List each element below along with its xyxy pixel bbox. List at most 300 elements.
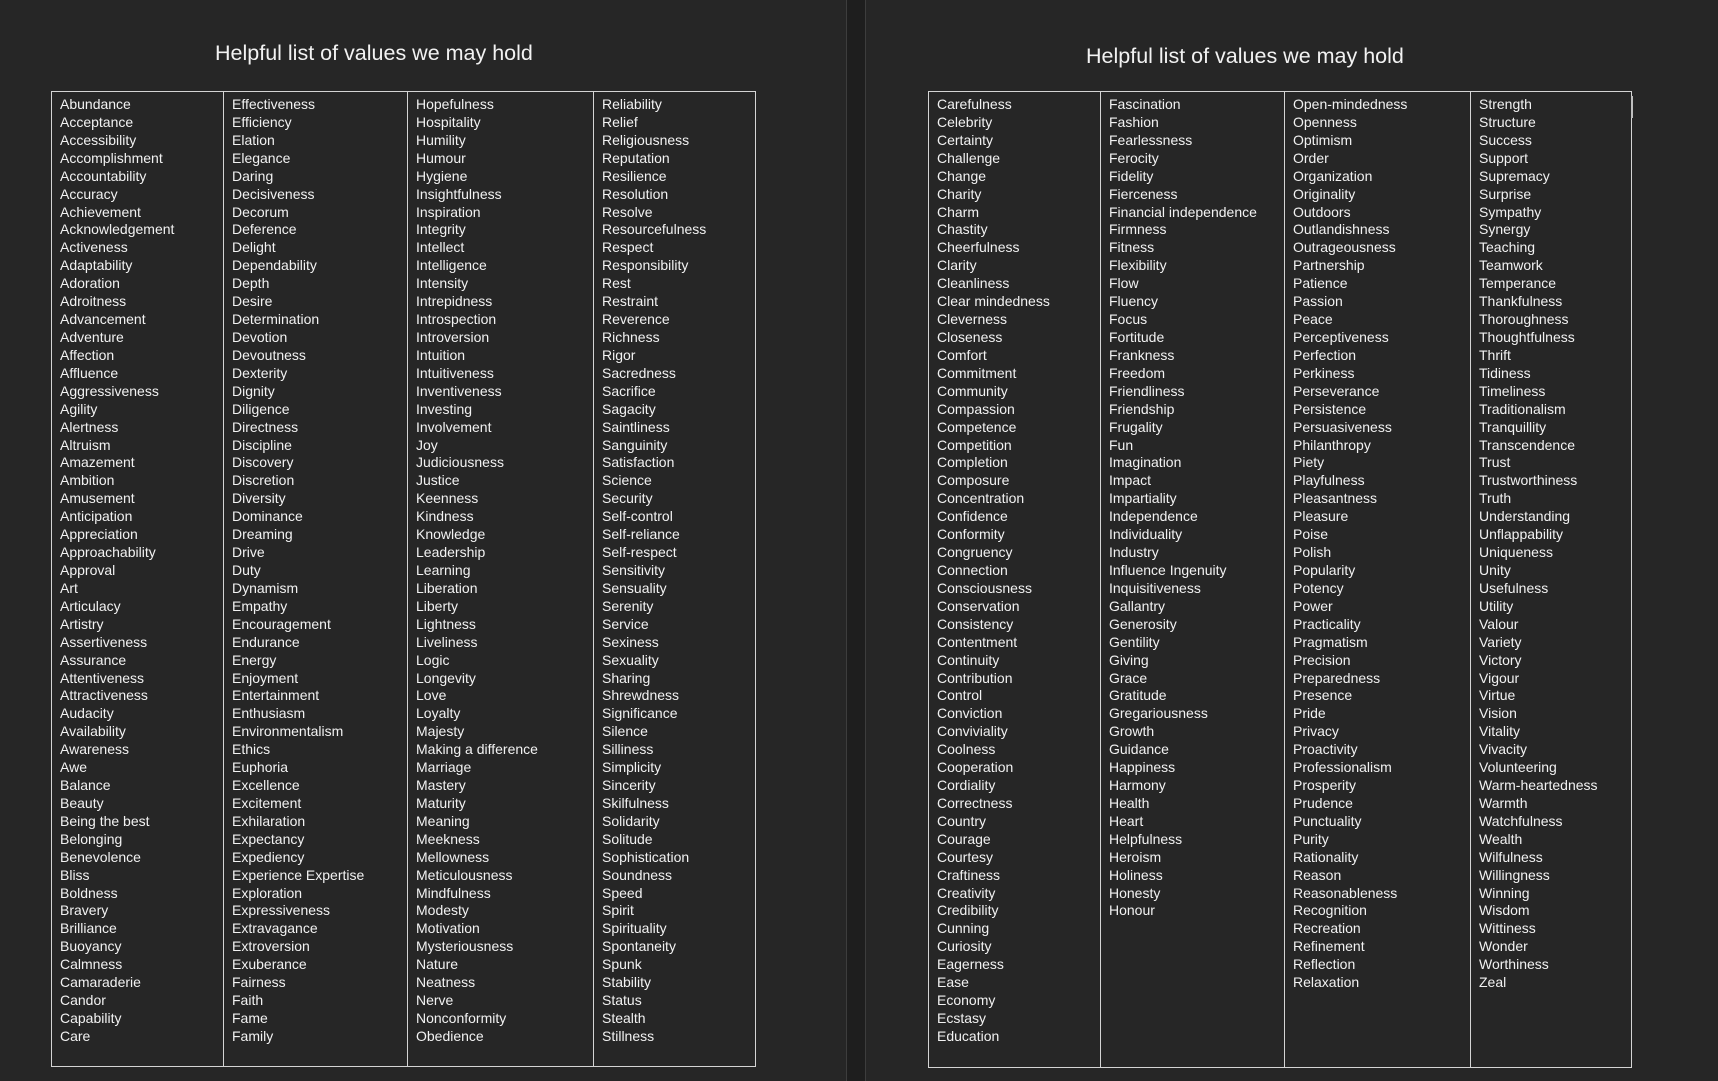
values-column-2 [223, 92, 407, 1066]
value-item: Affluence [60, 364, 119, 381]
value-item: Devoutness [232, 346, 306, 363]
value-item: Reason [1293, 866, 1342, 883]
value-item: Intuitiveness [416, 364, 494, 381]
value-item: Investing [416, 400, 473, 417]
value-item: Structure [1479, 113, 1536, 130]
value-item: Marriage [416, 759, 472, 776]
value-item: Commitment [937, 364, 1017, 381]
value-item: Meticulousness [416, 866, 513, 883]
value-item: Acceptance [60, 113, 134, 130]
value-item: Sexiness [602, 633, 659, 650]
value-item: Confidence [937, 508, 1008, 525]
value-item: Competence [937, 418, 1017, 435]
value-item: Inventiveness [416, 382, 502, 399]
value-item: Serenity [602, 597, 654, 614]
value-item: Elegance [232, 149, 291, 166]
value-item: Proactivity [1293, 741, 1358, 758]
value-item: Liveliness [416, 633, 478, 650]
value-item: Introspection [416, 311, 497, 328]
value-item: Organization [1293, 167, 1373, 184]
value-item: Expediency [232, 848, 305, 865]
value-item: Deference [232, 221, 297, 238]
value-item: Buoyancy [60, 938, 122, 955]
value-item: Impact [1109, 472, 1152, 489]
value-item: Contentment [937, 633, 1018, 650]
value-item: Alertness [60, 418, 119, 435]
value-item: Modesty [416, 902, 469, 919]
value-item: Mindfulness [416, 884, 491, 901]
value-item: Focus [1109, 311, 1148, 328]
value-item: Unflappability [1479, 526, 1564, 543]
value-item: Perkiness [1293, 364, 1355, 381]
value-item: Conformity [937, 526, 1005, 543]
value-item: Assertiveness [60, 633, 148, 650]
value-item: Acknowledgement [60, 221, 175, 238]
value-item: Adroitness [60, 293, 127, 310]
value-item: Success [1479, 131, 1532, 148]
value-item: Watchfulness [1479, 812, 1563, 829]
value-item: Resolution [602, 185, 669, 202]
value-item: Anticipation [60, 508, 133, 525]
value-item: Clarity [937, 257, 977, 274]
value-item: Abundance [60, 96, 131, 112]
value-item: Joy [416, 436, 438, 453]
value-item: Determination [232, 311, 320, 328]
value-item: Spontaneity [602, 938, 676, 955]
value-item: Security [602, 490, 653, 507]
value-item: Practicality [1293, 615, 1361, 632]
value-item: Sanguinity [602, 436, 668, 453]
value-item: Continuity [937, 651, 1000, 668]
value-item: Stealth [602, 1010, 646, 1027]
value-item: Teamwork [1479, 257, 1543, 274]
value-item: Motivation [416, 920, 480, 937]
value-item: Reasonableness [1293, 884, 1398, 901]
value-item: Wilfulness [1479, 848, 1543, 865]
value-item: Humour [416, 149, 466, 166]
value-item: Consciousness [937, 579, 1032, 596]
value-item: Dignity [232, 382, 275, 399]
value-item: Efficiency [232, 113, 292, 130]
value-item: Adaptability [60, 257, 133, 274]
value-item: Wealth [1479, 830, 1523, 847]
value-item: Neatness [416, 974, 476, 991]
value-item: Carefulness [937, 96, 1012, 112]
value-item: Sophistication [602, 848, 690, 865]
value-item: Drive [232, 544, 265, 561]
value-item: Teaching [1479, 239, 1536, 256]
value-item: Congruency [937, 544, 1013, 561]
value-item: Sympathy [1479, 203, 1542, 220]
value-item: Intuition [416, 346, 466, 363]
value-item: Inquisitiveness [1109, 579, 1201, 596]
value-item: Sharing [602, 669, 651, 686]
document-page-right [866, 0, 1718, 1081]
value-item: Charity [937, 185, 982, 202]
value-item: Reverence [602, 311, 670, 328]
value-item: Accessibility [60, 131, 137, 148]
value-item: Stability [602, 974, 652, 991]
value-item: Saintliness [602, 418, 670, 435]
value-item: Decorum [232, 203, 289, 220]
value-item: Willingness [1479, 866, 1550, 883]
value-item: Bravery [60, 902, 109, 919]
value-item: Calmness [60, 956, 123, 973]
value-item: Decisiveness [232, 185, 315, 202]
value-item: Surprise [1479, 185, 1532, 202]
value-item: Support [1479, 149, 1529, 166]
value-item: Awe [60, 759, 87, 776]
value-item: Science [602, 472, 652, 489]
value-item: Awareness [60, 741, 130, 758]
value-item: Rationality [1293, 848, 1359, 865]
value-item: Religiousness [602, 131, 690, 148]
value-item: Intelligence [416, 257, 487, 274]
value-item: Individuality [1109, 526, 1183, 543]
value-item: Sexuality [602, 651, 659, 668]
value-item: Approachability [60, 544, 156, 561]
value-item: Holiness [1109, 866, 1163, 883]
value-item: Thoughtfulness [1479, 328, 1575, 345]
value-item: Originality [1293, 185, 1356, 202]
value-item: Recognition [1293, 902, 1367, 919]
value-item: Solidarity [602, 812, 660, 829]
value-item: Influence Ingenuity [1109, 561, 1227, 578]
value-item: Wisdom [1479, 902, 1530, 919]
value-item: Synergy [1479, 221, 1531, 238]
value-item: Delight [232, 239, 276, 256]
value-item: Optimism [1293, 131, 1353, 148]
value-item: Generosity [1109, 615, 1177, 632]
value-item: Elation [232, 131, 275, 148]
value-item: Fidelity [1109, 167, 1154, 184]
value-item: Spirituality [602, 920, 667, 937]
value-item: Skilfulness [602, 794, 669, 811]
value-item: Clear mindedness [937, 293, 1050, 310]
value-item: Aggressiveness [60, 382, 159, 399]
value-item: Order [1293, 149, 1329, 166]
value-item: Heart [1109, 812, 1144, 829]
value-item: Fun [1109, 436, 1134, 453]
page-title: Helpful list of values we may hold [1086, 44, 1404, 68]
value-item: Duty [232, 561, 261, 578]
value-item: Nature [416, 956, 459, 973]
value-item: Courtesy [937, 848, 994, 865]
value-item: Inspiration [416, 203, 481, 220]
value-item: Ambition [60, 472, 115, 489]
value-item: Pleasantness [1293, 490, 1378, 507]
value-item: Care [60, 1027, 91, 1044]
value-item: Control [937, 687, 983, 704]
value-item: Frankness [1109, 346, 1175, 363]
value-item: Happiness [1109, 759, 1176, 776]
value-item: Altruism [60, 436, 111, 453]
value-item: Sagacity [602, 400, 656, 417]
value-item: Transcendence [1479, 436, 1575, 453]
page-title: Helpful list of values we may hold [215, 41, 533, 65]
value-item: Lightness [416, 615, 476, 632]
value-item: Power [1293, 597, 1333, 614]
values-column-3 [407, 92, 593, 1066]
value-item: Effectiveness [232, 96, 316, 112]
value-item: Creativity [937, 884, 996, 901]
value-item: Diligence [232, 400, 290, 417]
value-item: Philanthropy [1293, 436, 1371, 453]
value-item: Completion [937, 454, 1008, 471]
value-item: Diversity [232, 490, 286, 507]
value-item: Flexibility [1109, 257, 1167, 274]
value-item: Polish [1293, 544, 1332, 561]
value-item: Impartiality [1109, 490, 1177, 507]
value-item: Spirit [602, 902, 634, 919]
value-item: Guidance [1109, 741, 1169, 758]
value-item: Significance [602, 705, 678, 722]
value-item: Correctness [937, 794, 1013, 811]
value-item: Involvement [416, 418, 492, 435]
value-item: Friendship [1109, 400, 1175, 417]
value-item: Growth [1109, 723, 1155, 740]
value-item: Speed [602, 884, 643, 901]
value-item: Fame [232, 1010, 268, 1027]
value-item: Respect [602, 239, 654, 256]
value-item: Friendliness [1109, 382, 1185, 399]
value-item: Ease [937, 974, 969, 991]
value-item: Perceptiveness [1293, 328, 1389, 345]
value-item: Energy [232, 651, 277, 668]
value-item: Audacity [60, 705, 114, 722]
value-item: Utility [1479, 597, 1514, 614]
value-item: Accomplishment [60, 149, 163, 166]
value-item: Solitude [602, 830, 653, 847]
value-item: Passion [1293, 293, 1343, 310]
value-item: Hygiene [416, 167, 468, 184]
value-item: Soundness [602, 866, 673, 883]
value-item: Experience Expertise [232, 866, 365, 883]
value-item: Preparedness [1293, 669, 1381, 686]
value-item: Satisfaction [602, 454, 675, 471]
value-item: Winning [1479, 884, 1530, 901]
value-item: Independence [1109, 508, 1198, 525]
value-item: Knowledge [416, 526, 486, 543]
value-item: Challenge [937, 149, 1001, 166]
value-item: Dominance [232, 508, 303, 525]
values-column-2 [1100, 92, 1284, 1067]
value-item: Integrity [416, 221, 466, 238]
value-item: Fascination [1109, 96, 1181, 112]
value-item: Camaraderie [60, 974, 141, 991]
value-item: Concentration [937, 490, 1025, 507]
value-item: Purity [1293, 830, 1329, 847]
values-table [51, 91, 756, 1067]
value-item: Assurance [60, 651, 127, 668]
value-item: Directness [232, 418, 299, 435]
value-item: Affection [60, 346, 115, 363]
value-item: Euphoria [232, 759, 289, 776]
value-item: Prosperity [1293, 777, 1357, 794]
value-item: Dependability [232, 257, 317, 274]
value-item: Warmth [1479, 794, 1528, 811]
value-item: Thrift [1479, 346, 1511, 363]
value-item: Enthusiasm [232, 705, 306, 722]
value-item: Open-mindedness [1293, 96, 1408, 112]
value-item: Cordiality [937, 777, 996, 794]
value-item: Wonder [1479, 938, 1528, 955]
value-item: Learning [416, 561, 471, 578]
value-item: Accountability [60, 167, 147, 184]
value-item: Ethics [232, 741, 271, 758]
value-item: Sacredness [602, 364, 676, 381]
value-item: Judiciousness [416, 454, 504, 471]
value-item: Education [937, 1027, 1000, 1044]
value-item: Vitality [1479, 723, 1520, 740]
value-item: Richness [602, 328, 660, 345]
value-item: Brilliance [60, 920, 117, 937]
value-item: Perseverance [1293, 382, 1380, 399]
value-item: Exuberance [232, 956, 307, 973]
value-item: Thoroughness [1479, 311, 1569, 328]
value-item: Precision [1293, 651, 1351, 668]
value-item: Nerve [416, 992, 454, 1009]
value-item: Intrepidness [416, 293, 493, 310]
value-item: Prudence [1293, 794, 1353, 811]
value-item: Family [232, 1027, 274, 1044]
value-item: Dreaming [232, 526, 293, 543]
value-item: Amusement [60, 490, 135, 507]
value-item: Expectancy [232, 830, 305, 847]
value-item: Playfulness [1293, 472, 1365, 489]
value-item: Strength [1479, 96, 1532, 112]
value-item: Sensuality [602, 579, 667, 596]
value-item: Freedom [1109, 364, 1166, 381]
value-item: Relaxation [1293, 974, 1360, 991]
value-item: Outlandishness [1293, 221, 1390, 238]
value-item: Certainty [937, 131, 994, 148]
value-item: Virtue [1479, 687, 1516, 704]
value-item: Wittiness [1479, 920, 1536, 937]
value-item: Reputation [602, 149, 670, 166]
value-item: Entertainment [232, 687, 320, 704]
value-item: Depth [232, 275, 270, 292]
value-item: Composure [937, 472, 1010, 489]
value-item: Discretion [232, 472, 295, 489]
value-item: Excitement [232, 794, 302, 811]
value-item: Outdoors [1293, 203, 1351, 220]
value-item: Daring [232, 167, 274, 184]
value-item: Giving [1109, 651, 1149, 668]
value-item: Nonconformity [416, 1010, 507, 1027]
value-item: Worthiness [1479, 956, 1549, 973]
value-item: Punctuality [1293, 812, 1362, 829]
value-item: Dexterity [232, 364, 288, 381]
value-item: Recreation [1293, 920, 1361, 937]
value-item: Sensitivity [602, 561, 666, 578]
value-item: Gratitude [1109, 687, 1167, 704]
value-item: Industry [1109, 544, 1159, 561]
value-item: Curiosity [937, 938, 992, 955]
values-column-4 [1470, 92, 1633, 1067]
value-item: Enjoyment [232, 669, 299, 686]
value-item: Resilience [602, 167, 667, 184]
value-item: Meekness [416, 830, 480, 847]
value-item: Endurance [232, 633, 300, 650]
value-item: Honesty [1109, 884, 1161, 901]
value-item: Gentility [1109, 633, 1160, 650]
value-item: Sacrifice [602, 382, 656, 399]
value-item: Heroism [1109, 848, 1162, 865]
value-item: Closeness [937, 328, 1003, 345]
value-item: Victory [1479, 651, 1522, 668]
value-item: Compassion [937, 400, 1015, 417]
value-item: Artistry [60, 615, 104, 632]
value-item: Articulacy [60, 597, 121, 614]
value-item: Fortitude [1109, 328, 1165, 345]
value-item: Pragmatism [1293, 633, 1368, 650]
value-item: Adventure [60, 328, 124, 345]
value-item: Connection [937, 561, 1008, 578]
value-item: Truth [1479, 490, 1512, 507]
value-item: Vigour [1479, 669, 1520, 686]
value-item: Peace [1293, 311, 1333, 328]
value-item: Vision [1479, 705, 1517, 722]
value-item: Responsibility [602, 257, 689, 274]
values-column-1 [52, 92, 223, 1066]
value-item: Ferocity [1109, 149, 1159, 166]
value-item: Kindness [416, 508, 474, 525]
value-item: Amazement [60, 454, 135, 471]
value-item: Cheerfulness [937, 239, 1020, 256]
value-item: Desire [232, 293, 273, 310]
value-item: Obedience [416, 1027, 484, 1044]
value-item: Supremacy [1479, 167, 1550, 184]
value-item: Conservation [937, 597, 1020, 614]
value-item: Traditionalism [1479, 400, 1566, 417]
value-item: Craftiness [937, 866, 1001, 883]
value-item: Frugality [1109, 418, 1163, 435]
value-item: Piety [1293, 454, 1325, 471]
value-item: Uniqueness [1479, 544, 1553, 561]
value-item: Shrewdness [602, 687, 680, 704]
value-item: Self-respect [602, 544, 677, 561]
value-item: Silliness [602, 741, 654, 758]
value-item: Agility [60, 400, 98, 417]
value-item: Stillness [602, 1027, 655, 1044]
value-item: Extroversion [232, 938, 310, 955]
value-item: Discipline [232, 436, 292, 453]
text-cursor [1631, 96, 1633, 118]
value-item: Cunning [937, 920, 990, 937]
value-item: Pride [1293, 705, 1326, 722]
value-item: Timeliness [1479, 382, 1546, 399]
value-item: Intensity [416, 275, 469, 292]
value-item: Refinement [1293, 938, 1365, 955]
value-item: Love [416, 687, 447, 704]
value-item: Potency [1293, 579, 1344, 596]
value-item: Attentiveness [60, 669, 145, 686]
value-item: Excellence [232, 777, 300, 794]
value-item: Ecstasy [937, 1010, 987, 1027]
value-item: Capability [60, 1010, 122, 1027]
value-item: Conviviality [937, 723, 1008, 740]
value-item: Health [1109, 794, 1150, 811]
value-item: Fitness [1109, 239, 1155, 256]
value-item: Sincerity [602, 777, 656, 794]
value-item: Fearlessness [1109, 131, 1193, 148]
value-item: Change [937, 167, 987, 184]
value-item: Patience [1293, 275, 1348, 292]
value-item: Fairness [232, 974, 286, 991]
value-item: Cleverness [937, 311, 1008, 328]
value-item: Firmness [1109, 221, 1167, 238]
